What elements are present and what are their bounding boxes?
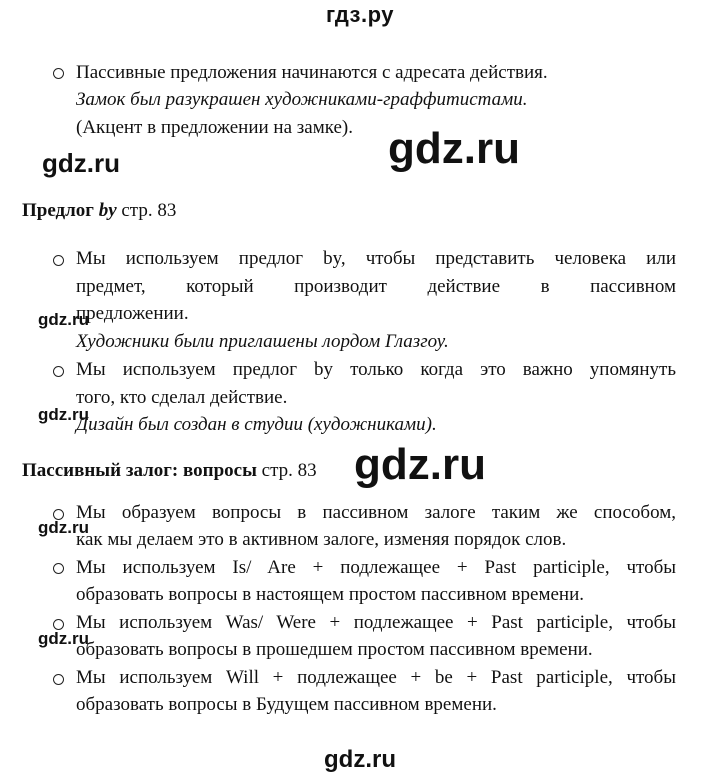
section2-b1-line1: Мы используем предлог by, чтобы представить человека или [76,248,676,269]
watermark: gdz.ru [38,310,89,329]
section2-b2-line2: того, кто сделал действие. [76,387,288,408]
heading-page: стр. 83 [116,200,177,221]
section3-b3-line2: образовать вопросы в прошедшем простом пассивном времени. [76,639,593,660]
section2-b2-line1: Мы используем предлог by только когда это важно упомянуть [76,359,676,380]
section3-b2-line1: Мы используем Is/ Are + подлежащее + Past participle, чтобы [76,557,676,578]
section3-b1-line1: Мы образуем вопросы в пассивном залоге таким же способом, [76,502,676,523]
section3-b3-line1: Мы используем Was/ Were + подлежащее + Past participle, чтобы [76,612,676,633]
watermark: gdz.ru [42,148,120,178]
section3-b4-line2: образовать вопросы в Будущем пассивном времени. [76,694,497,715]
section2-b1-example: Художники были приглашены лордом Глазгоу. [76,331,449,352]
heading-text: Предлог [22,200,99,221]
bullet-icon [53,674,64,685]
bullet-icon [53,366,64,377]
bullet-icon [53,509,64,520]
watermark-large: gdz.ru [354,440,486,489]
watermark: gdz.ru [38,629,89,648]
bullet-icon [53,563,64,574]
section3-b4-line1: Мы используем Will + подлежащее + be + Past participle, чтобы [76,667,676,688]
watermark: gdz.ru [38,405,89,424]
heading-text: Пассивный залог: вопросы [22,460,257,481]
section3-b2-line2: образовать вопросы в настоящем простом пассивном времени. [76,584,584,605]
bullet-icon [53,255,64,266]
section3-b1-line2: как мы делаем это в активном залоге, изменяя порядок слов. [76,529,567,550]
section2-heading [22,200,176,222]
site-footer: gdz.ru [324,746,396,773]
section2-b2-example: Дизайн был создан в студии (художниками). [76,414,437,435]
section1-line: Пассивные предложения начинаются с адресата действия. [76,62,548,83]
bullet-icon [53,68,64,79]
heading-page: стр. 83 [256,460,317,481]
watermark-large: gdz.ru [388,124,520,173]
section1-note: (Акцент в предложении на замке). [76,117,353,138]
bullet-icon [53,619,64,630]
site-header: гдз.ру [326,2,394,27]
section2-b1-line3: предложении. [76,303,189,324]
section2-b1-line2: предмет, который производит действие в пассивном [76,276,676,297]
section1-example: Замок был разукрашен художниками-граффитистами. [76,89,528,110]
section3-heading [22,460,317,482]
watermark: gdz.ru [38,518,89,537]
heading-italic: by [98,200,117,221]
